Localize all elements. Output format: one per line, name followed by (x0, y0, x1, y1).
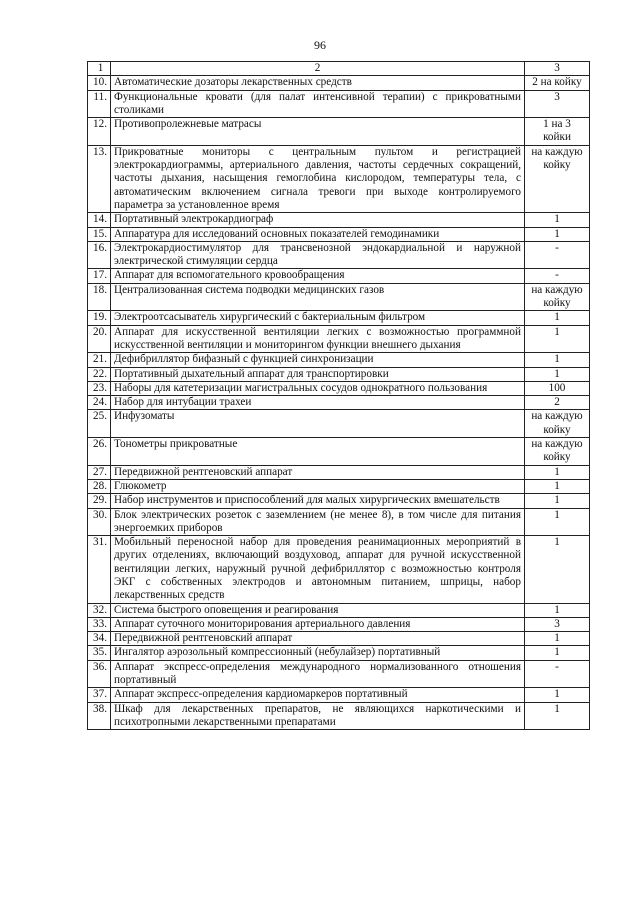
row-number: 18. (88, 283, 111, 311)
row-name: Портативный электрокардиограф (111, 213, 525, 227)
row-quantity: на каждую койку (525, 410, 590, 438)
header-col-3: 3 (525, 62, 590, 76)
row-quantity: 1 (525, 632, 590, 646)
row-name: Ингалятор аэрозольный компрессионный (небулайзер) портативный (111, 646, 525, 660)
table-row (88, 241, 590, 269)
row-number: 28. (88, 479, 111, 493)
row-number: 13. (88, 145, 111, 212)
row-name: Функциональные кровати (для палат интенсивной терапии) с прикроватными столиками (111, 90, 525, 118)
row-quantity: 1 (525, 367, 590, 381)
table-row (88, 367, 590, 381)
table-row (88, 118, 590, 146)
row-number: 24. (88, 396, 111, 410)
table-row (88, 660, 590, 688)
row-name: Шкаф для лекарственных препаратов, не являющихся наркотическими и психотропными лекарственными препаратами (111, 702, 525, 730)
row-quantity: 1 (525, 325, 590, 353)
row-quantity: 1 (525, 603, 590, 617)
row-quantity: 1 (525, 494, 590, 508)
table-row (88, 269, 590, 283)
table-row (88, 311, 590, 325)
row-name: Электрокардиостимулятор для трансвенозной эндокардиальной и наружной электрической стимуляции сердца (111, 241, 525, 269)
table-row (88, 227, 590, 241)
row-number: 31. (88, 536, 111, 603)
row-name: Передвижной рентгеновский аппарат (111, 465, 525, 479)
row-number: 19. (88, 311, 111, 325)
row-name: Электроотсасыватель хирургический с бактериальным фильтром (111, 311, 525, 325)
row-quantity: на каждую койку (525, 283, 590, 311)
row-number: 25. (88, 410, 111, 438)
row-quantity: 1 (525, 227, 590, 241)
table-row (88, 479, 590, 493)
row-quantity: 1 на 3 койки (525, 118, 590, 146)
row-name: Аппаратура для исследований основных показателей гемодинамики (111, 227, 525, 241)
table-row (88, 617, 590, 631)
row-quantity: 2 (525, 396, 590, 410)
row-quantity: на каждую койку (525, 145, 590, 212)
row-number: 11. (88, 90, 111, 118)
row-number: 35. (88, 646, 111, 660)
row-quantity: 3 (525, 617, 590, 631)
table-row (88, 145, 590, 212)
table-row (88, 702, 590, 730)
row-name: Централизованная система подводки медицинских газов (111, 283, 525, 311)
row-number: 36. (88, 660, 111, 688)
row-number: 23. (88, 381, 111, 395)
table-row (88, 410, 590, 438)
row-number: 30. (88, 508, 111, 536)
table-row (88, 396, 590, 410)
row-number: 22. (88, 367, 111, 381)
row-number: 10. (88, 76, 111, 90)
row-number: 26. (88, 438, 111, 466)
row-name: Автоматические дозаторы лекарственных средств (111, 76, 525, 90)
table-row (88, 632, 590, 646)
row-quantity: 1 (525, 479, 590, 493)
table-row (88, 353, 590, 367)
table-row (88, 76, 590, 90)
row-name: Набор инструментов и приспособлений для малых хирургических вмешательств (111, 494, 525, 508)
table-row (88, 90, 590, 118)
row-name: Набор для интубации трахеи (111, 396, 525, 410)
row-name: Аппарат для искусственной вентиляции легких с возможностью программной искусственной вентиляции и мониторингом функции внешнего дыхания (111, 325, 525, 353)
row-number: 32. (88, 603, 111, 617)
row-quantity: 1 (525, 702, 590, 730)
row-name: Аппарат экспресс-определения международного нормализованного отношения портативный (111, 660, 525, 688)
header-col-1: 1 (88, 62, 111, 76)
row-number: 29. (88, 494, 111, 508)
row-number: 20. (88, 325, 111, 353)
row-name: Аппарат для вспомогательного кровообращения (111, 269, 525, 283)
header-col-2: 2 (111, 62, 525, 76)
row-number: 33. (88, 617, 111, 631)
row-quantity: 1 (525, 688, 590, 702)
row-name: Инфузоматы (111, 410, 525, 438)
table-row (88, 381, 590, 395)
row-name: Аппарат суточного мониторирования артериального давления (111, 617, 525, 631)
row-name: Дефибриллятор бифазный с функцией синхронизации (111, 353, 525, 367)
row-name: Передвижной рентгеновский аппарат (111, 632, 525, 646)
row-quantity: 3 (525, 90, 590, 118)
row-quantity: 100 (525, 381, 590, 395)
row-number: 16. (88, 241, 111, 269)
row-quantity: 1 (525, 508, 590, 536)
row-name: Блок электрических розеток с заземлением (не менее 8), в том числе для питания энергоемких приборов (111, 508, 525, 536)
row-quantity: - (525, 660, 590, 688)
table-row (88, 325, 590, 353)
row-quantity: 1 (525, 353, 590, 367)
table-row (88, 688, 590, 702)
table-row (88, 283, 590, 311)
row-name: Противопролежневые матрасы (111, 118, 525, 146)
row-number: 17. (88, 269, 111, 283)
table-row (88, 494, 590, 508)
row-number: 38. (88, 702, 111, 730)
row-quantity: 1 (525, 311, 590, 325)
row-name: Система быстрого оповещения и реагирования (111, 603, 525, 617)
row-quantity: 1 (525, 213, 590, 227)
row-name: Глюкометр (111, 479, 525, 493)
row-name: Наборы для катетеризации магистральных сосудов однократного пользования (111, 381, 525, 395)
row-quantity: 1 (525, 536, 590, 603)
row-number: 21. (88, 353, 111, 367)
table-row (88, 536, 590, 603)
row-quantity: - (525, 269, 590, 283)
table-row (88, 465, 590, 479)
row-number: 15. (88, 227, 111, 241)
table-header-row (88, 62, 590, 76)
table-row (88, 646, 590, 660)
row-number: 34. (88, 632, 111, 646)
row-name: Прикроватные мониторы с центральным пультом и регистрацией электрокардиограммы, артериального давления, частоты сердечных сокращений, частоты дыхания, насыщения гемоглобина кислородом, температуры тела, с автоматическим включением сигнала тревоги при выходе контролируемого параметра за установленное время (111, 145, 525, 212)
page-number: 96 (314, 38, 326, 52)
row-quantity: - (525, 241, 590, 269)
row-quantity: на каждую койку (525, 438, 590, 466)
table-row (88, 213, 590, 227)
row-quantity: 1 (525, 646, 590, 660)
row-name: Тонометры прикроватные (111, 438, 525, 466)
row-quantity: 2 на койку (525, 76, 590, 90)
row-number: 14. (88, 213, 111, 227)
row-number: 37. (88, 688, 111, 702)
row-name: Аппарат экспресс-определения кардиомаркеров портативный (111, 688, 525, 702)
row-quantity: 1 (525, 465, 590, 479)
equipment-table (87, 61, 590, 730)
table-row (88, 438, 590, 466)
row-name: Мобильный переносной набор для проведения реанимационных мероприятий в других отделениях, включающий воздуховод, аппарат для ручной искусственной вентиляции легких, наружный ручной дефибриллятор с возможностью контроля ЭКГ с собственных электродов и автономным питанием, шприцы, набор лекарственных средств (111, 536, 525, 603)
row-name: Портативный дыхательный аппарат для транспортировки (111, 367, 525, 381)
table-row (88, 508, 590, 536)
table-row (88, 603, 590, 617)
row-number: 27. (88, 465, 111, 479)
row-number: 12. (88, 118, 111, 146)
